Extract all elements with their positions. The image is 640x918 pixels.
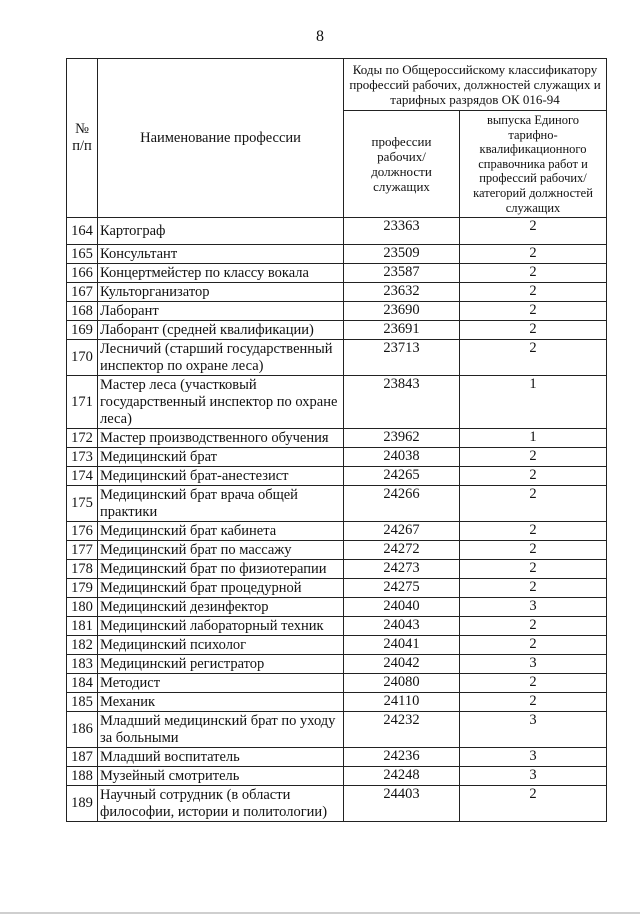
row-num: 180 bbox=[67, 598, 98, 617]
row-name: Мастер леса (участковый государственный инспектор по охране леса) bbox=[98, 376, 344, 429]
table-row bbox=[67, 486, 607, 522]
row-name: Консультант bbox=[98, 245, 344, 264]
row-name: Научный сотрудник (в области философии, истории и политологии) bbox=[98, 786, 344, 822]
table-row bbox=[67, 674, 607, 693]
row-code: 23587 bbox=[344, 264, 460, 283]
row-num: 164 bbox=[67, 218, 98, 245]
row-code: 24403 bbox=[344, 786, 460, 822]
row-code: 23713 bbox=[344, 340, 460, 376]
row-rank: 2 bbox=[460, 448, 607, 467]
row-name: Младший воспитатель bbox=[98, 748, 344, 767]
table-row bbox=[67, 541, 607, 560]
table-row bbox=[67, 767, 607, 786]
page-number: 8 bbox=[316, 28, 324, 45]
table-row bbox=[67, 283, 607, 302]
row-name: Культорганизатор bbox=[98, 283, 344, 302]
row-name: Лаборант bbox=[98, 302, 344, 321]
row-num: 189 bbox=[67, 786, 98, 822]
row-rank: 2 bbox=[460, 340, 607, 376]
row-rank: 2 bbox=[460, 302, 607, 321]
table-row bbox=[67, 579, 607, 598]
row-rank: 2 bbox=[460, 264, 607, 283]
row-code: 24038 bbox=[344, 448, 460, 467]
header-num: № п/п bbox=[67, 59, 98, 218]
table-row bbox=[67, 693, 607, 712]
row-name: Лесничий (старший государственный инспектор по охране леса) bbox=[98, 340, 344, 376]
row-code: 23632 bbox=[344, 283, 460, 302]
row-num: 176 bbox=[67, 522, 98, 541]
row-name: Концертмейстер по классу вокала bbox=[98, 264, 344, 283]
row-rank: 3 bbox=[460, 712, 607, 748]
row-rank: 2 bbox=[460, 560, 607, 579]
table-row bbox=[67, 376, 607, 429]
table-row bbox=[67, 748, 607, 767]
table-row bbox=[67, 245, 607, 264]
row-num: 167 bbox=[67, 283, 98, 302]
table-row bbox=[67, 429, 607, 448]
row-code: 24266 bbox=[344, 486, 460, 522]
row-name: Медицинский брат по массажу bbox=[98, 541, 344, 560]
row-name: Медицинский психолог bbox=[98, 636, 344, 655]
row-rank: 3 bbox=[460, 655, 607, 674]
row-code: 24042 bbox=[344, 655, 460, 674]
row-code: 23690 bbox=[344, 302, 460, 321]
table-row bbox=[67, 636, 607, 655]
row-code: 24273 bbox=[344, 560, 460, 579]
row-name: Медицинский брат кабинета bbox=[98, 522, 344, 541]
row-num: 168 bbox=[67, 302, 98, 321]
row-name: Медицинский брат по физиотерапии bbox=[98, 560, 344, 579]
row-code: 24080 bbox=[344, 674, 460, 693]
row-num: 184 bbox=[67, 674, 98, 693]
row-name: Медицинский брат процедурной bbox=[98, 579, 344, 598]
scan-edge-line bbox=[0, 912, 640, 914]
row-num: 181 bbox=[67, 617, 98, 636]
row-num: 174 bbox=[67, 467, 98, 486]
row-code: 23962 bbox=[344, 429, 460, 448]
table-row bbox=[67, 598, 607, 617]
row-name: Лаборант (средней квалификации) bbox=[98, 321, 344, 340]
table-row bbox=[67, 467, 607, 486]
row-rank: 2 bbox=[460, 486, 607, 522]
row-num: 173 bbox=[67, 448, 98, 467]
table-row bbox=[67, 522, 607, 541]
row-code: 24043 bbox=[344, 617, 460, 636]
table-row bbox=[67, 617, 607, 636]
row-name: Медицинский брат врача общей практики bbox=[98, 486, 344, 522]
row-num: 183 bbox=[67, 655, 98, 674]
row-name: Мастер производственного обучения bbox=[98, 429, 344, 448]
table-row bbox=[67, 340, 607, 376]
row-code: 24041 bbox=[344, 636, 460, 655]
row-rank: 2 bbox=[460, 541, 607, 560]
row-rank: 2 bbox=[460, 467, 607, 486]
row-rank: 3 bbox=[460, 598, 607, 617]
row-code: 24040 bbox=[344, 598, 460, 617]
row-name: Медицинский регистратор bbox=[98, 655, 344, 674]
header-code: профессии рабочих/ должности служащих bbox=[344, 111, 460, 218]
row-num: 179 bbox=[67, 579, 98, 598]
row-name: Медицинский дезинфектор bbox=[98, 598, 344, 617]
table-row bbox=[67, 321, 607, 340]
row-num: 171 bbox=[67, 376, 98, 429]
row-rank: 2 bbox=[460, 218, 607, 245]
row-rank: 2 bbox=[460, 674, 607, 693]
row-code: 24236 bbox=[344, 748, 460, 767]
row-name: Картограф bbox=[98, 218, 344, 245]
row-rank: 2 bbox=[460, 579, 607, 598]
table-row bbox=[67, 786, 607, 822]
row-num: 166 bbox=[67, 264, 98, 283]
header-name: Наименование профессии bbox=[98, 59, 344, 218]
table-row bbox=[67, 264, 607, 283]
table-row bbox=[67, 712, 607, 748]
row-num: 185 bbox=[67, 693, 98, 712]
row-rank: 2 bbox=[460, 245, 607, 264]
row-rank: 1 bbox=[460, 429, 607, 448]
row-num: 175 bbox=[67, 486, 98, 522]
row-name: Музейный смотритель bbox=[98, 767, 344, 786]
row-name: Медицинский лабораторный техник bbox=[98, 617, 344, 636]
row-code: 23691 bbox=[344, 321, 460, 340]
row-rank: 2 bbox=[460, 283, 607, 302]
row-code: 24248 bbox=[344, 767, 460, 786]
table-row bbox=[67, 655, 607, 674]
table-header bbox=[67, 59, 607, 218]
table-row bbox=[67, 218, 607, 245]
row-rank: 2 bbox=[460, 522, 607, 541]
table-row bbox=[67, 448, 607, 467]
row-num: 178 bbox=[67, 560, 98, 579]
row-num: 169 bbox=[67, 321, 98, 340]
row-rank: 2 bbox=[460, 786, 607, 822]
row-rank: 3 bbox=[460, 767, 607, 786]
table-row bbox=[67, 560, 607, 579]
header-issue: выпуска Единого тарифно-квалификационного справочника работ и профессий рабочих/категорий должностей служащих bbox=[460, 111, 607, 218]
row-num: 182 bbox=[67, 636, 98, 655]
row-code: 24232 bbox=[344, 712, 460, 748]
row-code: 24275 bbox=[344, 579, 460, 598]
row-rank: 2 bbox=[460, 693, 607, 712]
row-rank: 2 bbox=[460, 617, 607, 636]
table-row bbox=[67, 302, 607, 321]
row-num: 172 bbox=[67, 429, 98, 448]
row-code: 24267 bbox=[344, 522, 460, 541]
row-rank: 1 bbox=[460, 376, 607, 429]
row-name: Механик bbox=[98, 693, 344, 712]
row-name: Медицинский брат bbox=[98, 448, 344, 467]
row-code: 24110 bbox=[344, 693, 460, 712]
header-codes-group: Коды по Общероссийскому классификатору профессий рабочих, должностей служащих и тарифных разрядов ОК 016-94 bbox=[344, 59, 607, 111]
row-name: Медицинский брат-анестезист bbox=[98, 467, 344, 486]
row-num: 188 bbox=[67, 767, 98, 786]
row-code: 23509 bbox=[344, 245, 460, 264]
row-name: Методист bbox=[98, 674, 344, 693]
row-code: 23363 bbox=[344, 218, 460, 245]
row-code: 23843 bbox=[344, 376, 460, 429]
row-rank: 2 bbox=[460, 636, 607, 655]
row-num: 170 bbox=[67, 340, 98, 376]
row-code: 24272 bbox=[344, 541, 460, 560]
row-num: 165 bbox=[67, 245, 98, 264]
row-code: 24265 bbox=[344, 467, 460, 486]
row-name: Младший медицинский брат по уходу за больными bbox=[98, 712, 344, 748]
row-rank: 3 bbox=[460, 748, 607, 767]
professions-table bbox=[66, 58, 607, 822]
row-rank: 2 bbox=[460, 321, 607, 340]
row-num: 177 bbox=[67, 541, 98, 560]
row-num: 186 bbox=[67, 712, 98, 748]
row-num: 187 bbox=[67, 748, 98, 767]
